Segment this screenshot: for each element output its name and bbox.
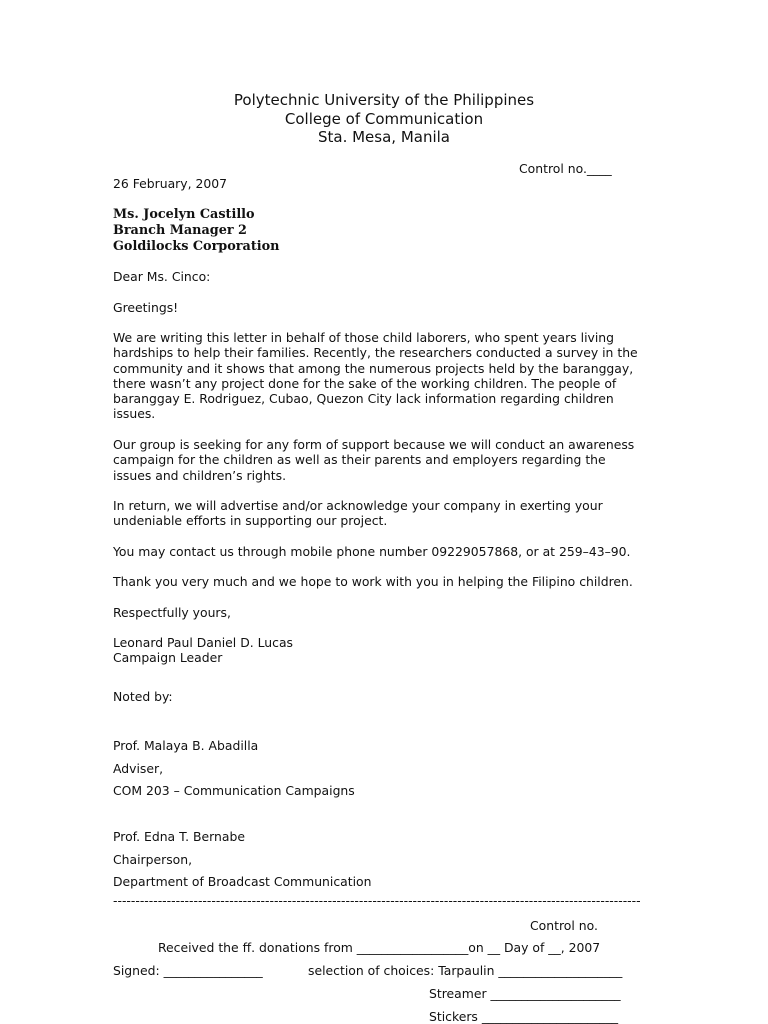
slip-stickers: Stickers ______________________ xyxy=(429,1009,619,1024)
paragraph-5: Thank you very much and we hope to work with you in helping the Filipino children. xyxy=(113,574,633,589)
greeting: Greetings! xyxy=(113,300,179,315)
letter-date: 26 February, 2007 xyxy=(113,176,228,191)
paragraph-line: issues. xyxy=(113,406,156,422)
paragraph-2 xyxy=(113,437,658,483)
slip-selection-tarpaulin: selection of choices: Tarpaulin ____________________ xyxy=(308,963,623,978)
letterhead xyxy=(0,91,768,147)
university-name: Polytechnic University of the Philippines xyxy=(233,91,535,109)
paragraph-1 xyxy=(113,330,658,422)
chair-role: Chairperson, xyxy=(113,851,193,867)
recipient-name: Ms. Jocelyn Castillo xyxy=(113,207,255,222)
paragraph-line: undeniable efforts in supporting our project. xyxy=(113,513,388,529)
noted-by: Noted by: xyxy=(113,689,173,704)
adviser-course: COM 203 – Communication Campaigns xyxy=(113,783,355,798)
university-location: Sta. Mesa, Manila xyxy=(317,128,450,146)
paragraph-4: You may contact us through mobile phone number 09229057868, or at 259–43–90. xyxy=(113,544,631,559)
slip-signed-line: Signed: ________________ xyxy=(113,963,263,978)
chair-dept: Department of Broadcast Communication xyxy=(113,874,372,889)
recipient-company: Goldilocks Corporation xyxy=(113,239,280,254)
slip-streamer: Streamer _____________________ xyxy=(429,986,621,1001)
sender-name: Leonard Paul Daniel D. Lucas xyxy=(113,635,294,650)
adviser-role: Adviser, xyxy=(113,760,164,776)
cut-line-separator: ---------------------------------------------------------------------------------------------------------------------- xyxy=(113,893,641,908)
chairperson-block xyxy=(113,826,371,894)
college-name: College of Communication xyxy=(284,109,484,128)
sender-role: Campaign Leader xyxy=(113,650,223,666)
adviser-name: Prof. Malaya B. Abadilla xyxy=(113,738,259,753)
paragraph-line: issues and children’s rights. xyxy=(113,467,287,483)
slip-received-line: Received the ff. donations from __________________on __ Day of __, 2007 xyxy=(158,940,601,955)
paragraph-line: In return, we will advertise and/or acknowledge your company in exerting your xyxy=(113,498,603,513)
control-number: Control no.____ xyxy=(519,161,612,176)
paragraph-line: there wasn’t any project done for the sake of the working children. The people of xyxy=(113,375,617,391)
closing: Respectfully yours, xyxy=(113,605,231,620)
sender-block xyxy=(113,635,293,666)
paragraph-3 xyxy=(113,498,658,529)
chair-name: Prof. Edna T. Bernabe xyxy=(113,829,245,844)
recipient-block xyxy=(113,207,279,255)
recipient-title: Branch Manager 2 xyxy=(113,223,247,238)
paragraph-line: hardships to help their families. Recently, the researchers conducted a survey in the xyxy=(113,345,638,361)
paragraph-line: baranggay E. Rodriguez, Cubao, Quezon City lack information regarding children xyxy=(113,391,614,407)
paragraph-line: community and it shows that among the numerous projects held by the baranggay, xyxy=(113,360,634,376)
paragraph-line: Our group is seeking for any form of support because we will conduct an awareness xyxy=(113,437,635,452)
paragraph-line: We are writing this letter in behalf of those child laborers, who spent years living xyxy=(113,330,615,345)
paragraph-line: campaign for the children as well as their parents and employers regarding the xyxy=(113,452,606,468)
salutation: Dear Ms. Cinco: xyxy=(113,269,211,284)
slip-control-number: Control no. xyxy=(530,918,598,933)
adviser-block xyxy=(113,735,355,803)
